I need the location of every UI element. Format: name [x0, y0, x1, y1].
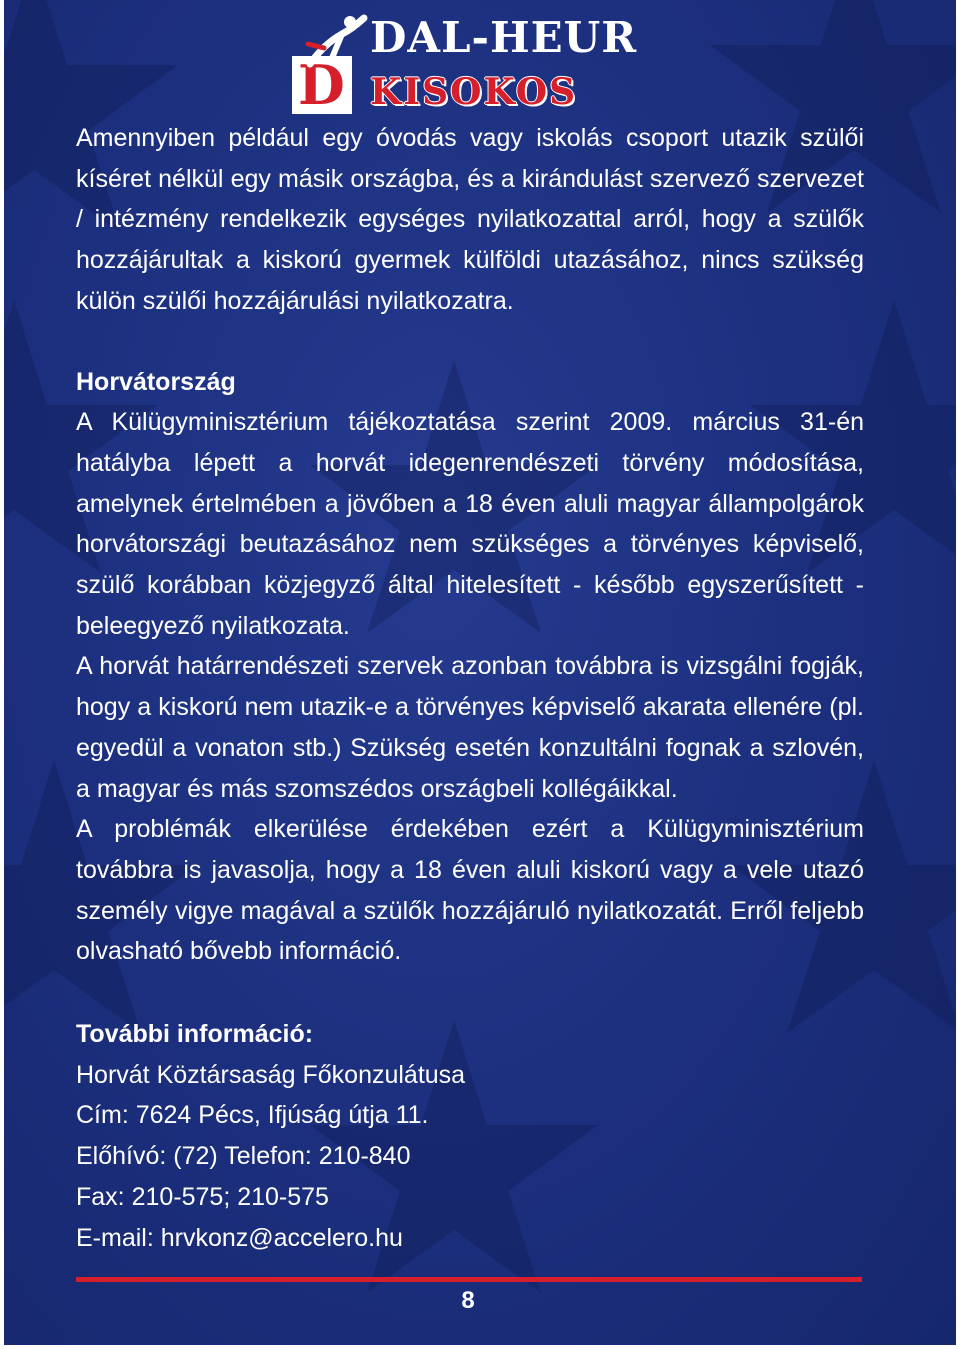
- spacer: [76, 322, 864, 362]
- spacer: [76, 972, 864, 1014]
- page-number: 8: [461, 1287, 475, 1314]
- more-info-heading: További információ:: [76, 1020, 314, 1049]
- main-content: [76, 118, 864, 1258]
- logo-subtitle: KISOKOS: [370, 71, 578, 113]
- jumping-figure-icon: [302, 14, 372, 74]
- section-heading: Horvátország: [76, 367, 236, 396]
- dal-heur-logo: [292, 13, 638, 117]
- consulate-email: E-mail: hrvkonz@accelero.hu: [76, 1223, 403, 1252]
- section-paragraph: A problémák elkerülése érdekében ezért a Külügyminisztérium továbbra is javasolja, hogy a 18 éven aluli kiskorú vagy a vele utazó személy vigye magával a szülők hozzájáruló nyilatkozatát. Erről feljebb olvasható bővebb információ.: [76, 815, 864, 966]
- consulate-fax: Fax: 210-575; 210-575: [76, 1182, 329, 1211]
- section-paragraph: A Külügyminisztérium tájékoztatása szerint 2009. március 31-én hatályba lépett a horvát idegenrendészeti törvény módosítása, amelynek értelmében a jövőben a 18 éven aluli magyar állampolgárok horvátországi beutazásához nem szükséges a törvényes képviselő, szülő korábban közjegyző által hitelesített - később egyszerűsített - beleegyező nyilatkozata.: [76, 408, 864, 640]
- logo-title: DAL-HEUR: [370, 13, 638, 62]
- consulate-name: Horvát Köztársaság Főkonzulátusa: [76, 1060, 466, 1089]
- footer-divider: [76, 1277, 862, 1282]
- logo-mark-letter: D: [298, 53, 345, 117]
- consulate-address: Cím: 7624 Pécs, Ifjúság útja 11.: [76, 1101, 429, 1130]
- consulate-phone: Előhívó: (72) Telefon: 210-840: [76, 1142, 411, 1171]
- intro-paragraph: Amennyiben például egy óvodás vagy iskolás csoport utazik szülői kíséret nélkül egy másik országba, és a kirándulást szervező szervezet / intézmény rendelkezik egységes nyilatkozattal arról, hogy a szülők hozzájárultak a kiskorú gyermek külföldi utazásához, nincs szükség külön szülői hozzájárulási nyilatkozatra.: [76, 124, 864, 315]
- blue-panel: [4, 0, 956, 1345]
- section-paragraph: A horvát határrendészeti szervek azonban továbbra is vizsgálni fogják, hogy a kiskorú nem utazik-e a törvényes képviselő akarata ellenére (pl. egyedül a vonaton stb.) Szükség esetén konzultálni fognak a szlovén, a magyar és más szomszédos országbeli kollégáikkal.: [76, 652, 864, 803]
